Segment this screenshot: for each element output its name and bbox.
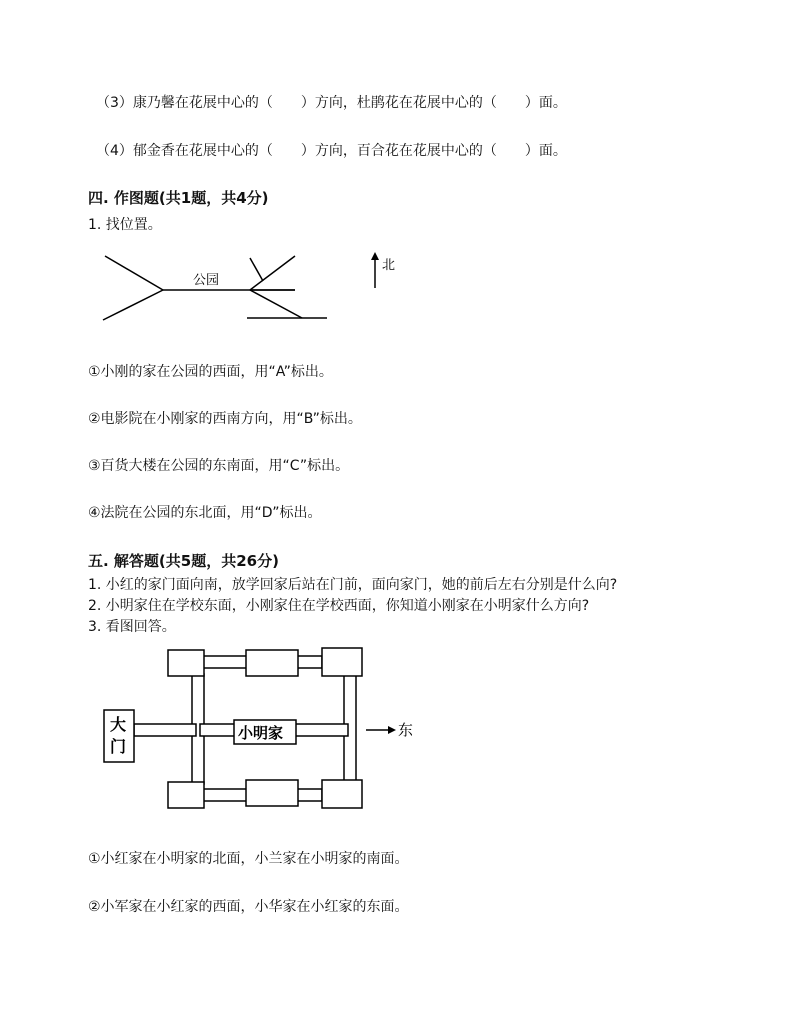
- section-4-question-1: 1. 找位置。: [88, 217, 162, 233]
- east-arrow-icon: [388, 726, 396, 734]
- map-road-ne: [250, 256, 295, 290]
- note-1: ①小红家在小明家的北面，小兰家在小明家的南面。: [88, 851, 409, 867]
- note-2: ②小军家在小红家的西面，小华家在小红家的东面。: [88, 899, 409, 915]
- task-b: ②电影院在小刚家的西南方向，用“B”标出。: [88, 411, 362, 427]
- east-label: 东: [398, 721, 414, 739]
- gate-char-1: 大: [110, 715, 127, 734]
- section-4-heading: 四. 作图题(共1题，共4分): [88, 189, 269, 207]
- road-gate: [134, 724, 196, 736]
- road-top-left: [200, 656, 250, 668]
- house-bottom-right: [322, 780, 362, 808]
- house-top-left: [168, 650, 204, 676]
- task-a: ①小刚的家在公园的西面，用“A”标出。: [88, 364, 333, 380]
- section-5-question-2: 2. 小明家住在学校东面，小刚家住在学校西面，你知道小刚家在小明家什么方向?: [88, 598, 590, 614]
- neighborhood-diagram: [100, 644, 430, 814]
- north-label: 北: [382, 258, 396, 273]
- question-3: （3）康乃馨在花展中心的（ ）方向，杜鹃花在花展中心的（ ）面。: [96, 95, 567, 111]
- task-d: ④法院在公园的东北面，用“D”标出。: [88, 505, 322, 521]
- gate-char-2: 门: [110, 737, 127, 756]
- question-4: （4）郁金香在花展中心的（ ）方向，百合花在花展中心的（ ）面。: [96, 143, 567, 159]
- house-top-middle: [246, 650, 298, 676]
- park-map: [95, 248, 425, 328]
- road-top-right: [296, 656, 322, 668]
- map-road-sw: [103, 290, 163, 320]
- xiaoming-house-label: 小明家: [238, 724, 284, 742]
- park-label: 公园: [193, 273, 220, 288]
- map-road-north-short: [250, 258, 263, 281]
- house-bottom-middle: [246, 780, 298, 806]
- house-bottom-left: [168, 782, 204, 808]
- road-bottom-right: [296, 789, 322, 801]
- map-road-se: [250, 290, 302, 318]
- section-5-question-3: 3. 看图回答。: [88, 619, 176, 635]
- section-5-question-1: 1. 小红的家门面向南，放学回家后站在门前，面向家门，她的前后左右分别是什么向?: [88, 577, 618, 593]
- house-top-right: [322, 648, 362, 676]
- section-5-heading: 五. 解答题(共5题，共26分): [88, 552, 279, 570]
- task-c: ③百货大楼在公园的东南面，用“C”标出。: [88, 458, 350, 474]
- north-arrow-icon: [371, 252, 379, 260]
- road-bottom-left: [200, 789, 250, 801]
- map-road-nw: [105, 256, 163, 290]
